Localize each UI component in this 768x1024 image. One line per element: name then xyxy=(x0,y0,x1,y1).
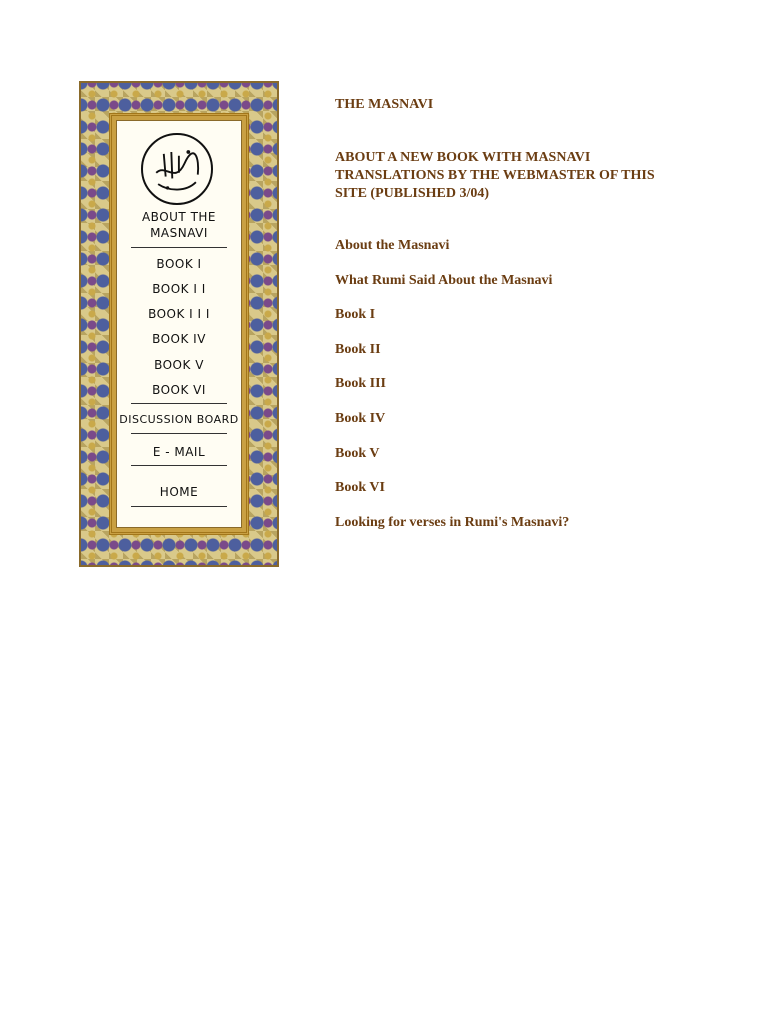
nav-panel xyxy=(79,81,279,567)
nav-link-email[interactable]: E - MAIL xyxy=(152,445,206,459)
link-looking-for-verses[interactable]: Looking for verses in Rumi's Masnavi? xyxy=(335,514,570,530)
nav-link-about-the-masnavi[interactable]: ABOUT THE MASNAVI xyxy=(141,210,217,240)
nav-divider xyxy=(131,247,227,248)
nav-link-book-3[interactable]: BOOK I I I xyxy=(148,307,210,321)
link-book-5[interactable]: Book V xyxy=(335,445,380,461)
link-about-the-masnavi[interactable]: About the Masnavi xyxy=(335,238,450,253)
link-what-rumi-said[interactable]: What Rumi Said About the Masnavi xyxy=(335,272,553,288)
nav-panel-cream xyxy=(116,120,242,528)
link-book-3[interactable]: Book III xyxy=(335,376,386,392)
link-book-1[interactable]: Book I xyxy=(335,307,376,323)
nav-link-book-5[interactable]: BOOK V xyxy=(154,358,204,372)
nav-link-book-2[interactable]: BOOK I I xyxy=(152,282,206,296)
main-content xyxy=(335,96,665,548)
masnavi-link-list xyxy=(335,237,665,532)
nav-divider xyxy=(131,465,227,466)
nav-divider xyxy=(131,403,227,404)
nav-panel-frame xyxy=(109,113,249,535)
nav-link-home[interactable]: HOME xyxy=(159,485,199,499)
link-book-2[interactable]: Book II xyxy=(335,341,381,357)
page-title: THE MASNAVI xyxy=(335,97,434,112)
nav-divider xyxy=(131,506,227,507)
nav-link-book-6[interactable]: BOOK VI xyxy=(152,383,206,397)
link-book-4[interactable]: Book IV xyxy=(335,410,386,426)
link-book-6[interactable]: Book VI xyxy=(335,480,385,496)
nav-link-discussion-board[interactable]: DISCUSSION BOARD xyxy=(119,413,239,426)
nav-divider xyxy=(131,433,227,434)
nav-link-book-1[interactable]: BOOK I xyxy=(156,257,202,271)
bismillah-calligraphy-icon xyxy=(141,133,213,205)
nav-link-book-4[interactable]: BOOK IV xyxy=(152,332,206,346)
new-book-announcement-link[interactable]: ABOUT A NEW BOOK WITH MASNAVI TRANSLATIONS BY THE WEBMASTER OF THIS SITE (PUBLISHED 3/04) xyxy=(335,150,655,201)
